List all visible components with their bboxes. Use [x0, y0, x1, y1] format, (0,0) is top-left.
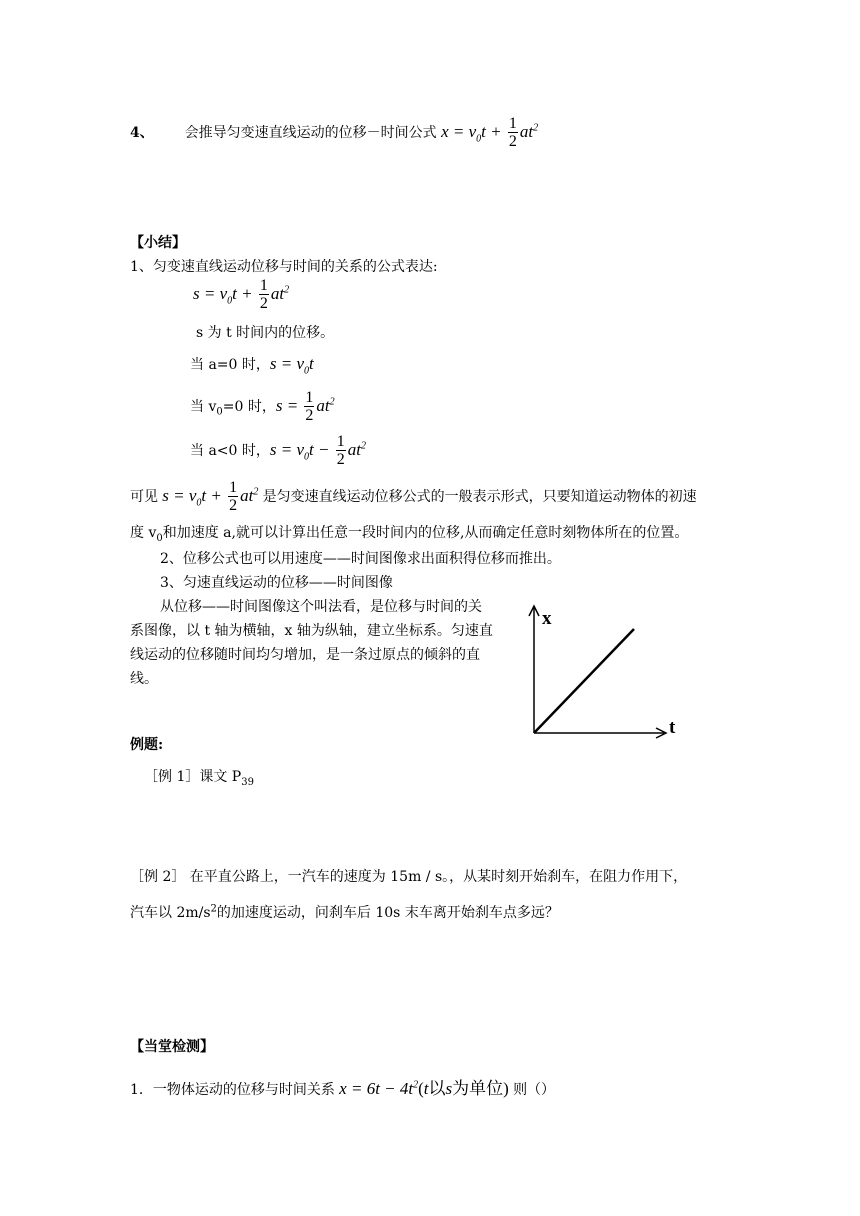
summary-point3: 3、匀速直线运动的位移——时间图像 — [160, 575, 393, 591]
item-number: 4、 — [130, 124, 154, 141]
item-text: 会推导匀变速直线运动的位移－时间公式 — [184, 124, 437, 141]
summary-heading: 【小结】 — [130, 235, 186, 251]
examples-heading: 例题: — [130, 737, 164, 753]
xt-graph — [520, 596, 690, 746]
xt-line — [534, 629, 634, 733]
example-2-line1: ［例 2］ 在平直公路上，一汽车的速度为 15m / s。，从某时刻开始刹车，在阻力作用下， — [130, 869, 688, 885]
summary-para1-line2: 度 $v_0$和加速度 a,就可以计算出任意一段时间内的位移,从而确定任意时刻物体所在的位置。 — [130, 525, 689, 544]
point3-desc-line3: 线运动的位移随时间均匀增加，是一条过原点的倾斜的直 — [130, 647, 480, 663]
summary-point2: 2、位移公式也可以用速度——时间图像求出面积得位移而推出。 — [160, 551, 561, 567]
test-q1: 1．一物体运动的位移与时间关系 $x = 6t - 4t^2(t$以s为单位) 则（） — [130, 1079, 556, 1098]
item-4 — [130, 116, 538, 150]
case-v0: 当 $v_0=0$ 时，s = $\frac{1}{2}$ $at^2$ — [190, 389, 335, 424]
formula-s: $s = v_0t$ + $\frac{1}{2}$ $at^2$ — [193, 277, 290, 312]
case-aneg: 当 a<0 时，$s = v_0t$ − $\frac{1}{2}$ $at^2$ — [190, 433, 366, 468]
case-a0: 当 a=0 时，$s = v_0t$ — [190, 354, 314, 377]
example-2-line2: 汽车以 $2m/s^2$的加速度运动，问刹车后 10s 末车离开始刹车点多远？ — [130, 903, 559, 921]
graph-y-label: x — [542, 608, 552, 629]
case-a0-label: 当 a=0 时， — [190, 357, 270, 373]
summary-line1: 1、匀变速直线运动位移与时间的关系的公式表达: — [130, 259, 438, 275]
example-1: ［例 1］课文 $P_{39}$ — [144, 769, 254, 788]
point3-desc-line4: 线。 — [130, 671, 158, 687]
test-heading: 【当堂检测】 — [130, 1039, 214, 1055]
formula-x: $x = v_0t$ + $\frac{1}{2}$ $at^2$ — [441, 115, 539, 150]
point3-desc-line2: 系图像，以 t 轴为横轴，x 轴为纵轴，建立坐标系。匀速直 — [130, 623, 493, 639]
s-description: s 为 t 时间内的位移。 — [196, 325, 335, 341]
graph-x-label: t — [669, 717, 676, 738]
point3-desc-line1: 从位移——时间图像这个叫法看，是位移与时间的关 — [160, 599, 482, 615]
summary-para1-line1: 可见 $s = v_0t$ + $\frac{1}{2}$ $at^2$ 是匀变速直线运动位移公式的一般表示形式，只要知道运动物体的初速 — [130, 479, 697, 514]
